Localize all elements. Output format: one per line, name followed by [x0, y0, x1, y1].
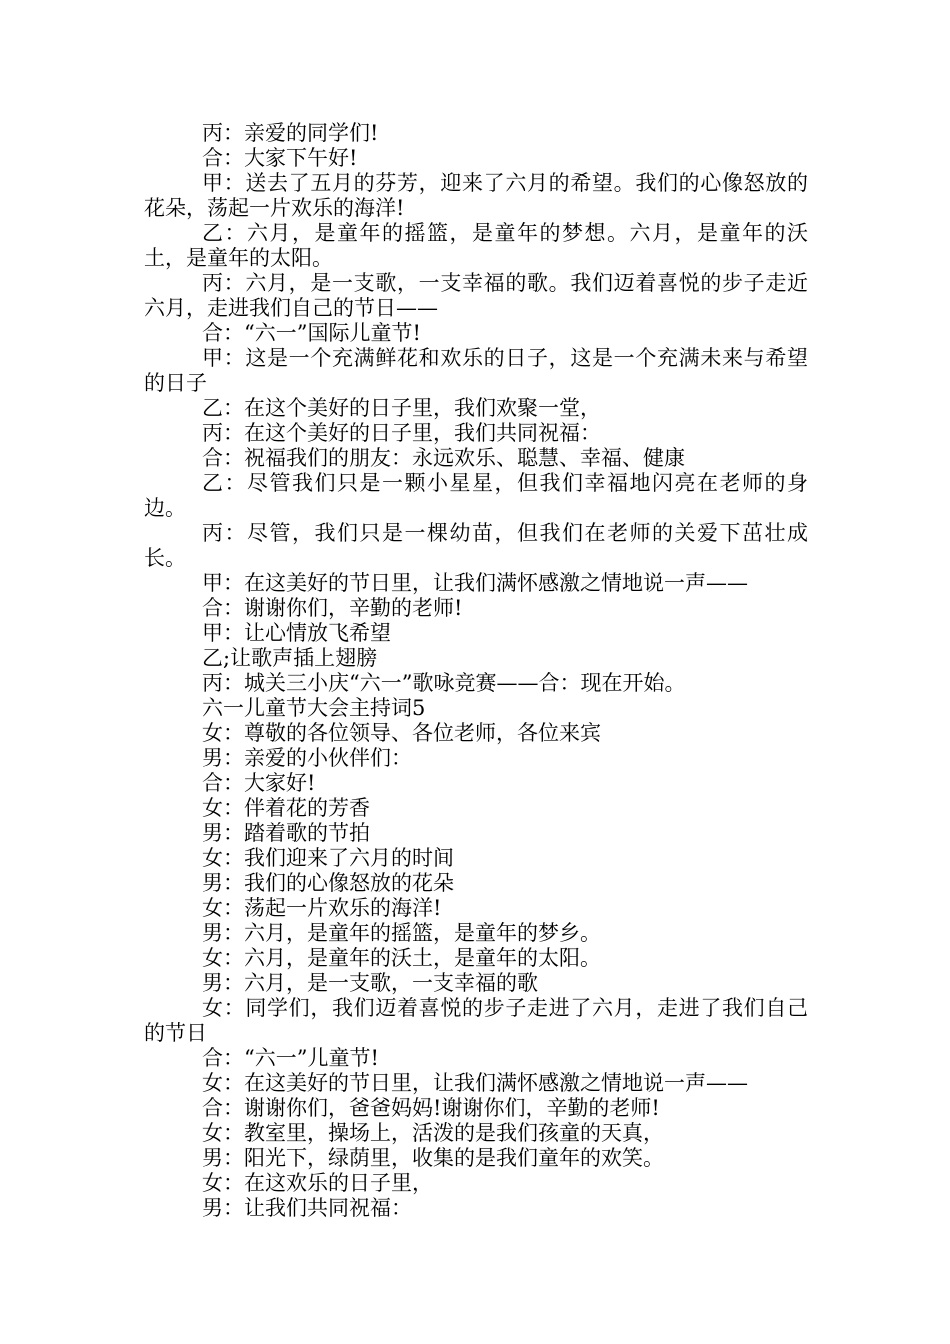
script-line: 甲：让心情放飞希望 — [202, 621, 391, 645]
script-line: 甲：在这美好的节日里，让我们满怀感激之情地说一声—— — [202, 571, 748, 595]
script-line: 男：六月，是一支歌，一支幸福的歌 — [202, 971, 538, 995]
script-line: 乙：六月，是童年的摇篮，是童年的梦想。六月，是童年的沃土，是童年的太阳。 — [144, 221, 808, 270]
script-line: 女：尊敬的各位领导、各位老师，各位来宾 — [202, 721, 601, 745]
script-line: 合：“六一”国际儿童节! — [202, 321, 421, 345]
script-line: 合：“六一”儿童节! — [202, 1046, 379, 1070]
script-line: 女：教室里，操场上，活泼的是我们孩童的天真， — [202, 1121, 664, 1145]
script-line: 女：我们迎来了六月的时间 — [202, 846, 454, 870]
script-line: 男：我们的心像怒放的花朵 — [202, 871, 454, 895]
script-line: 女：同学们，我们迈着喜悦的步子走进了六月，走进了我们自己的节日 — [144, 996, 808, 1045]
script-line: 男：踏着歌的节拍 — [202, 821, 370, 845]
script-line: 女：六月，是童年的沃土，是童年的太阳。 — [202, 946, 601, 970]
script-line: 丙：亲爱的同学们! — [202, 121, 379, 145]
document-body — [144, 121, 808, 1221]
script-line: 男：让我们共同祝福： — [202, 1196, 412, 1220]
script-line: 男：六月，是童年的摇篮，是童年的梦乡。 — [202, 921, 601, 945]
script-line: 女：伴着花的芳香 — [202, 796, 370, 820]
script-line: 男：阳光下，绿荫里，收集的是我们童年的欢笑。 — [202, 1146, 664, 1170]
script-line: 乙：在这个美好的日子里，我们欢聚一堂， — [202, 396, 601, 420]
script-line: 合：谢谢你们，爸爸妈妈!谢谢你们，辛勤的老师! — [202, 1096, 660, 1120]
script-line: 甲：送去了五月的芬芳，迎来了六月的希望。我们的心像怒放的花朵，荡起一片欢乐的海洋! — [144, 171, 808, 220]
script-line: 女：在这欢乐的日子里， — [202, 1171, 433, 1195]
script-line: 合：大家下午好! — [202, 146, 358, 170]
script-line: 合：谢谢你们，辛勤的老师! — [202, 596, 463, 620]
script-line: 乙：尽管我们只是一颗小星星，但我们幸福地闪亮在老师的身边。 — [144, 471, 808, 520]
script-line: 丙：六月，是一支歌，一支幸福的歌。我们迈着喜悦的步子走近六月，走进我们自己的节日—— — [144, 271, 808, 320]
script-line: 丙：城关三小庆“六一”歌咏竞赛——合：现在开始。 — [202, 671, 686, 695]
script-line: 合：大家好! — [202, 771, 316, 795]
script-line: 合：祝福我们的朋友：永远欢乐、聪慧、幸福、健康 — [202, 446, 685, 470]
script-line: 六一儿童节大会主持词5 — [202, 696, 426, 720]
script-line: 丙：在这个美好的日子里，我们共同祝福： — [202, 421, 601, 445]
script-line: 甲：这是一个充满鲜花和欢乐的日子，这是一个充满未来与希望的日子 — [144, 346, 808, 395]
script-line: 乙;让歌声插上翅膀 — [202, 646, 378, 670]
script-line: 男：亲爱的小伙伴们： — [202, 746, 412, 770]
script-line: 女：荡起一片欢乐的海洋! — [202, 896, 442, 920]
script-line: 女：在这美好的节日里，让我们满怀感激之情地说一声—— — [202, 1071, 748, 1095]
script-line: 丙：尽管，我们只是一棵幼苗，但我们在老师的关爱下茁壮成长。 — [144, 521, 808, 570]
